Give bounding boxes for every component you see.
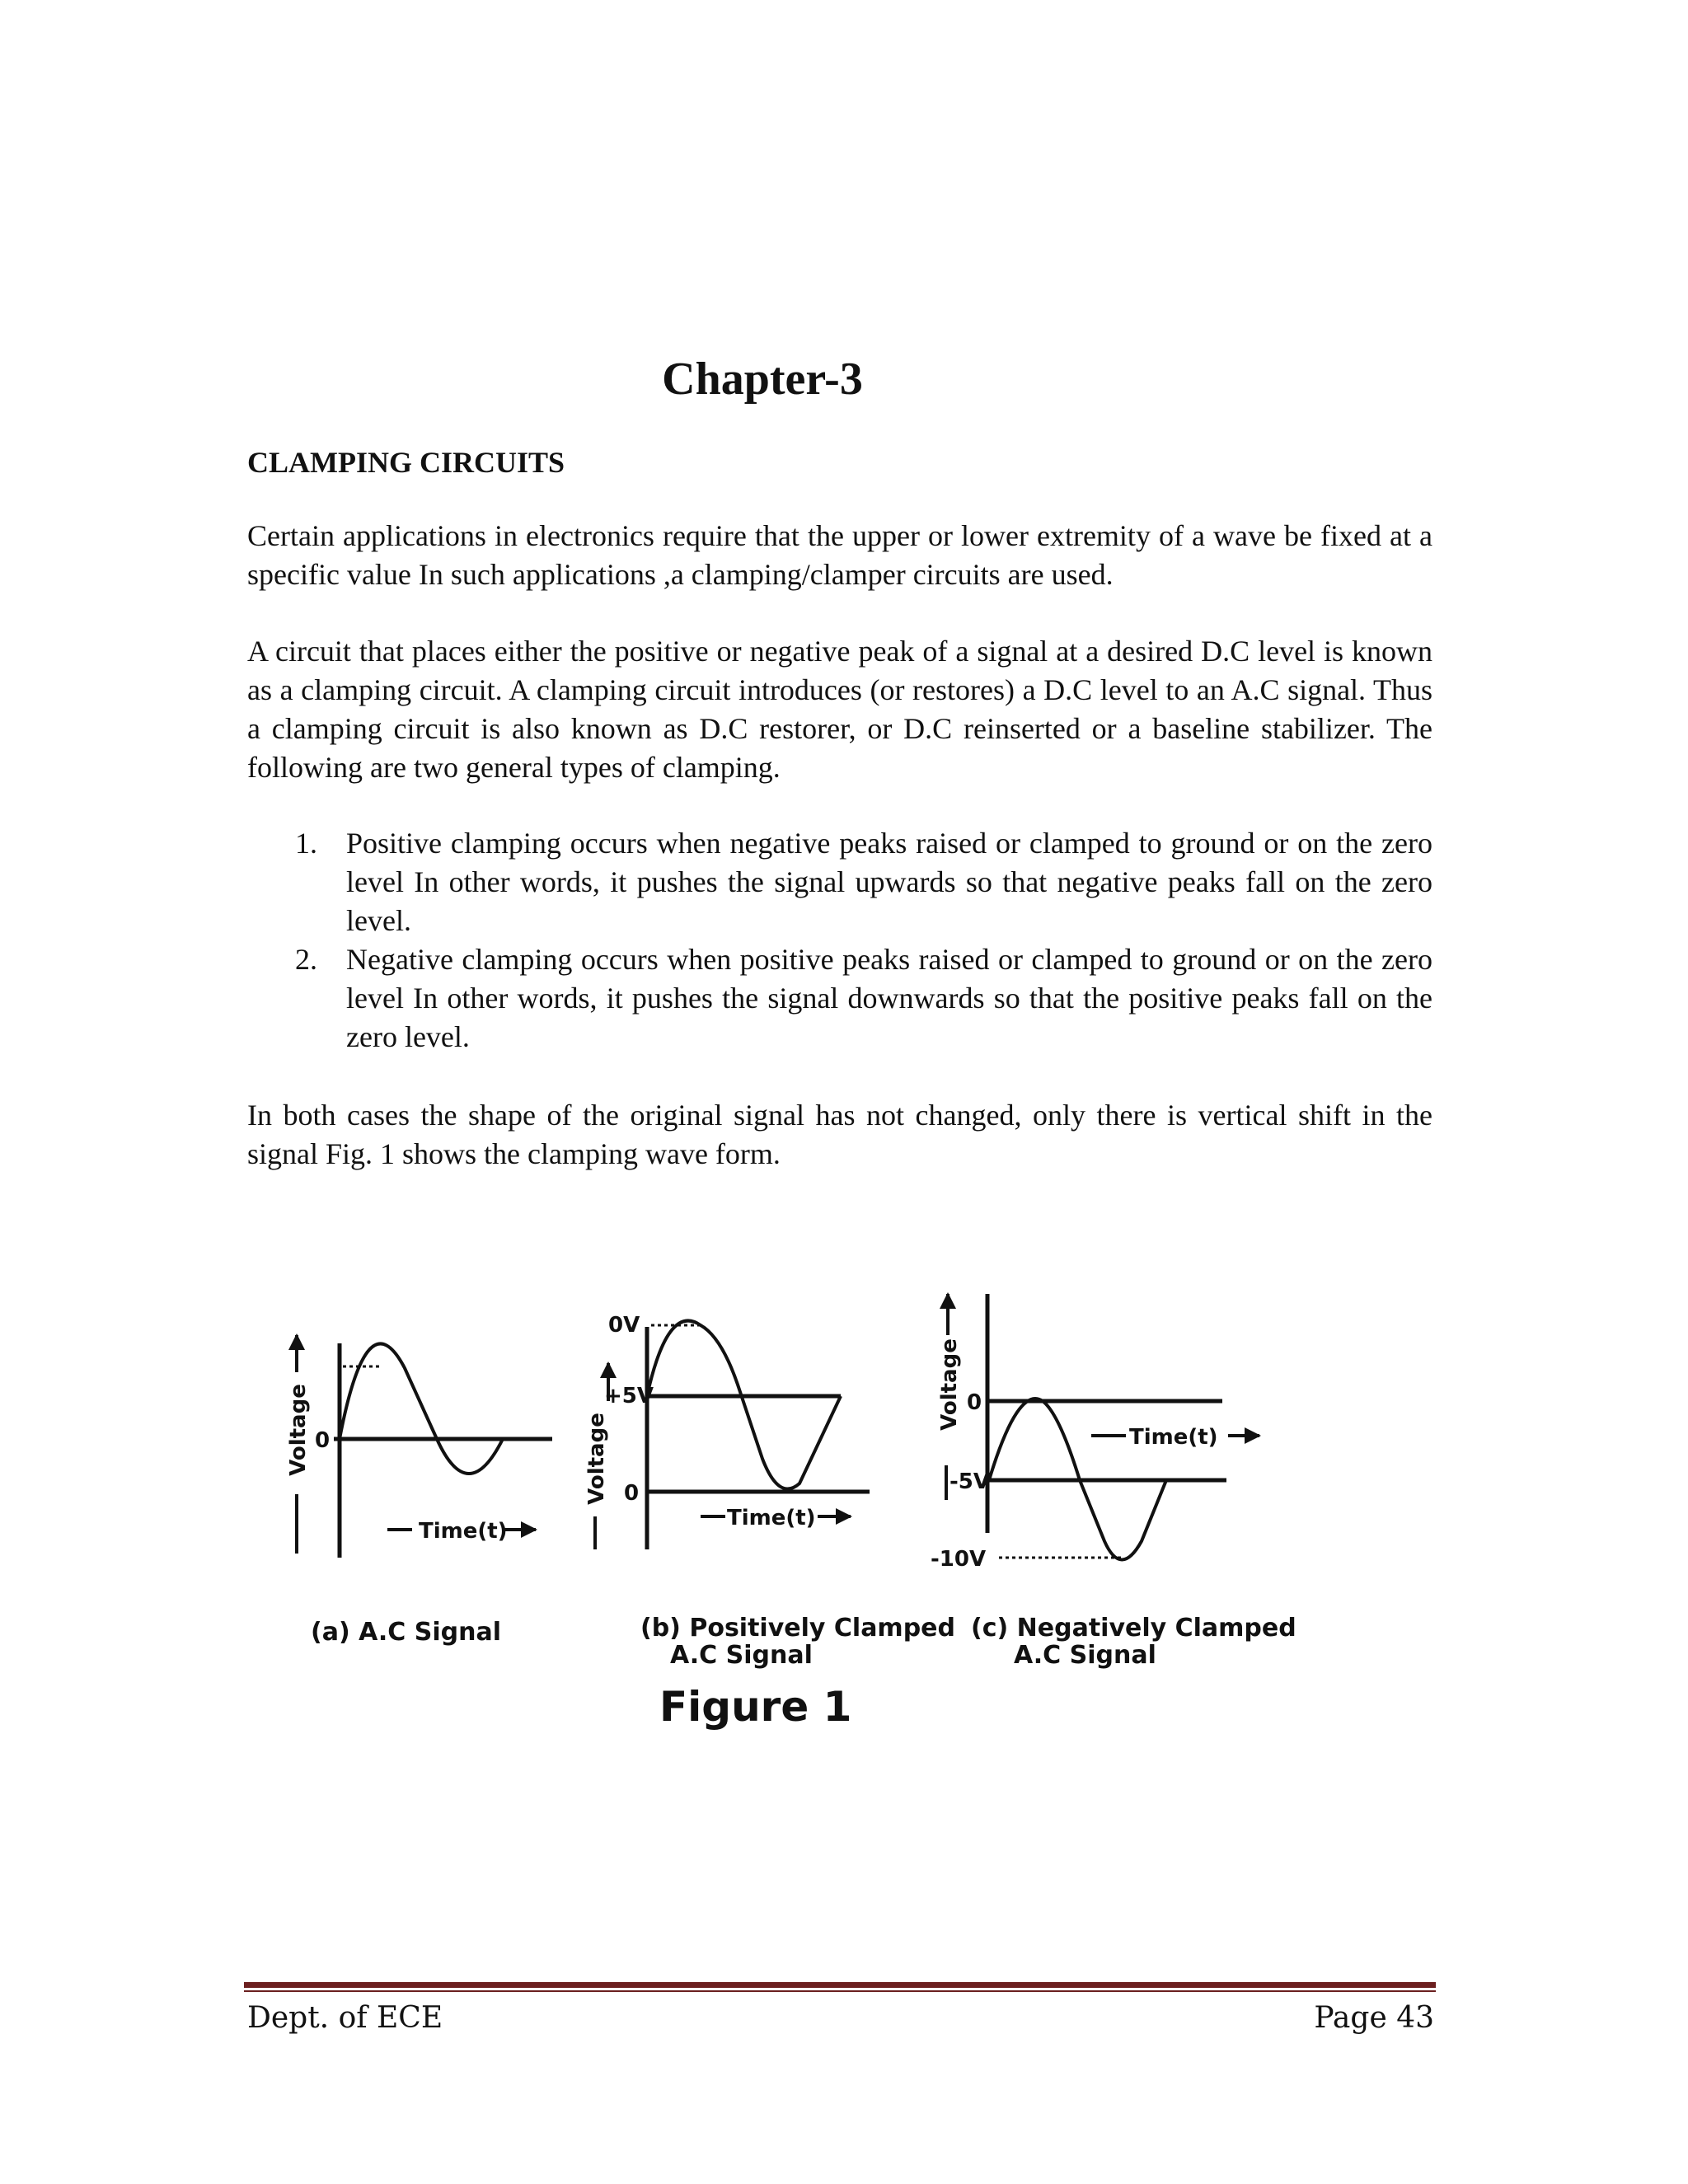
panel-b-positively-clamped (584, 1313, 955, 1670)
clamping-waveforms-diagram (264, 1286, 1302, 1747)
panel-a-zero-label: 0 (315, 1428, 331, 1453)
panel-a-time-label: Time(t) (419, 1519, 508, 1544)
list-item (247, 824, 1432, 940)
figure-1 (264, 1286, 1302, 1747)
panel-c-caption-line2: A.C Signal (1014, 1641, 1156, 1670)
panel-c-caption-line1: (c) Negatively Clamped (971, 1614, 1296, 1643)
footer-department: Dept. of ECE (247, 2001, 443, 2035)
panel-c-mid-label: -5V (950, 1469, 991, 1494)
list-item-text: Positive clamping occurs when negative peaks raised or clamped to ground or on the zero level In other words, it pushes the signal upwards so that negative peaks fall on the zero level. (346, 827, 1432, 937)
summary-paragraph: In both cases the shape of the original signal has not changed, only there is vertical shift in the signal Fig. 1 shows the clamping wave form. (247, 1099, 1432, 1170)
panel-c-bottom-label: -10V (931, 1547, 987, 1572)
list-item (247, 940, 1432, 1057)
panel-b-time-label: Time(t) (727, 1506, 816, 1530)
panel-b-mid-label: +5V (604, 1384, 654, 1408)
panel-b-sine-wave (647, 1320, 841, 1488)
footer-rule (244, 1982, 1436, 1988)
footer-rule-thin (244, 1990, 1436, 1992)
panel-c-negatively-clamped (931, 1294, 1296, 1670)
panel-a-caption: (a) A.C Signal (311, 1618, 501, 1647)
figure-title: Figure 1 (659, 1683, 852, 1731)
section-heading: CLAMPING CIRCUITS (247, 446, 565, 479)
footer-page-number: Page 43 (1314, 2001, 1434, 2035)
panel-a-ac-signal (286, 1335, 552, 1647)
list-item-number: 2. (295, 943, 317, 976)
panel-a-sine-wave (340, 1343, 503, 1474)
panel-b-y-label: Voltage (584, 1413, 609, 1505)
list-item-number: 1. (295, 827, 317, 860)
panel-b-zero-label: 0 (624, 1481, 640, 1506)
panel-c-zero-label: 0 (967, 1390, 982, 1415)
panel-b-top-label: 0V (608, 1313, 640, 1338)
intro-paragraph: Certain applications in electronics require that the upper or lower extremity of a wave be fixed at a specific value In such applications ,a clamping/clamper circuits are used. (247, 519, 1432, 591)
panel-b-caption-line2: A.C Signal (670, 1641, 813, 1670)
panel-b-caption-line1: (b) Positively Clamped (640, 1614, 955, 1643)
chapter-title: Chapter-3 (662, 354, 863, 405)
clamping-types-list (247, 824, 1432, 1057)
list-item-text: Negative clamping occurs when positive peaks raised or clamped to ground or on the zero level In other words, it pushes the signal downwards so that the positive peaks fall on the zero level. (346, 943, 1432, 1053)
panel-c-time-label: Time(t) (1129, 1425, 1218, 1450)
definition-paragraph: A circuit that places either the positive or negative peak of a signal at a desired D.C level is known as a clamping circuit. A clamping circuit introduces (or restores) a D.C level to an A.C signal. Thus a clamping circuit is also known as D.C restorer, or D.C reinserted or a baseline stabilizer. The following are two general types of clamping. (247, 635, 1432, 784)
panel-c-y-label: Voltage (937, 1338, 962, 1431)
panel-a-y-label: Voltage (286, 1384, 311, 1476)
